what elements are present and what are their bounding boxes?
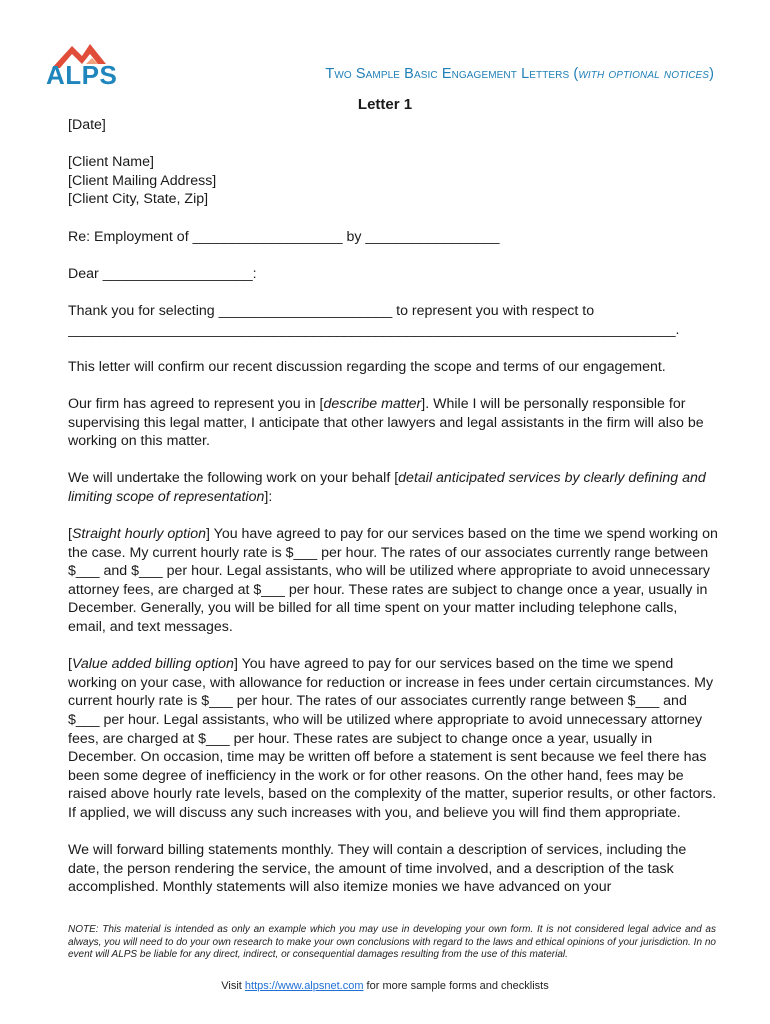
agreed-text-1: Our firm has agreed to represent you in [: [68, 395, 324, 412]
header-title-text: Two Sample Basic Engagement Letters (: [325, 66, 579, 82]
thanks-line-1: Thank you for selecting ______________________ to represent you with respect to: [68, 302, 595, 319]
work-italic: detail anticipated services by clearly defining and limiting scope of representation: [68, 470, 706, 505]
re-line: Re: Employment of ___________________ by _________________: [68, 228, 500, 245]
client-block: [68, 153, 718, 209]
footer-suffix: for more sample forms and checklists: [363, 980, 549, 992]
confirm-paragraph: This letter will confirm our recent discussion regarding the scope and terms of our engagement.: [68, 358, 666, 375]
work-paragraph: [68, 469, 718, 506]
alpsnet-link[interactable]: https://www.alpsnet.com: [244, 980, 364, 992]
agreed-text-2: ]. While I will be personally responsible for supervising this legal matter, I anticipate that other lawyers and legal assistants in the firm will also be working on this matter.: [68, 395, 704, 450]
client-address: [Client Mailing Address]: [68, 172, 217, 189]
letter-body: [68, 116, 718, 916]
hourly-italic: Straight hourly option: [71, 526, 207, 543]
work-text-1: We will undertake the following work on your behalf [: [68, 470, 399, 487]
value-open: [: [68, 656, 72, 673]
client-city: [Client City, State, Zip]: [68, 191, 209, 208]
legal-note: NOTE: This material is intended as only an example which you may use in developing your own form. It is not considered legal advice and as always, you will need to do your own research to make your own conclusions with regard to the laws and ethical opinions of your jurisdiction. In no event will ALPS be liable for any direct, indirect, or consequential damages resulting from the use of this material.: [68, 924, 716, 961]
client-name: [Client Name]: [68, 154, 154, 171]
date-line: [Date]: [68, 117, 106, 133]
work-text-2: ]:: [264, 488, 273, 505]
footer-prefix: Visit: [221, 980, 245, 992]
value-paragraph: [68, 655, 718, 822]
document-header-title: [325, 66, 714, 82]
thanks-line-2: _____________________________________________________________________________.: [68, 321, 680, 338]
value-italic: Value added billing option: [71, 656, 234, 673]
footer: [0, 980, 770, 992]
value-text: ] You have agreed to pay for our services based on the time we spend working on your case, with allowance for reduction or increase in fees under certain circumstances. My current hourly rate is $___ per hour. The rates of our associates currently range between $___ and $___ per hour. Legal assistants, who will be utilized where appropriate to avoid unnecessary attorney fees, are charged at $___ per hour. These rates are subject to change once a year, usually in December. On occasion, time may be written off before a statement is sent because we feel there has been some degree of inefficiency in the work or for other reasons. On the other hand, fees may be raised above hourly rate levels, based on the complexity of the matter, superior results, or other factors. If applied, we will discuss any such increases with you, and believe you will find them appropriate.: [68, 656, 717, 821]
logo-text: ALPS: [46, 60, 118, 90]
dear-line: Dear ___________________:: [68, 265, 257, 282]
header-title-close: ): [709, 66, 714, 82]
header-title-italic: with optional notices: [578, 66, 710, 82]
thanks-paragraph: [68, 302, 718, 339]
hourly-open: [: [68, 526, 72, 543]
agreed-paragraph: [68, 395, 718, 451]
hourly-paragraph: [68, 525, 718, 637]
agreed-italic: describe matter: [323, 395, 422, 412]
letter-title: Letter 1: [357, 96, 413, 113]
alps-logo: [46, 40, 142, 90]
hourly-text: ] You have agreed to pay for our services based on the time we spend working on the case. My current hourly rate is $___ per hour. The rates of our associates currently range between $___ and $___ per hour. Legal assistants, who will be utilized where appropriate to avoid unnecessary attorney fees, are charged at $___ per hour. These rates are subject to change once a year, usually in December. Generally, you will be billed for all time spent on your matter including telephone calls, email, and text messages.: [68, 526, 718, 636]
billing-paragraph: We will forward billing statements monthly. They will contain a description of services, including the date, the person rendering the service, the amount of time involved, and a description of the task accomplished. Monthly statements will also itemize monies we have advanced on your: [68, 842, 687, 896]
